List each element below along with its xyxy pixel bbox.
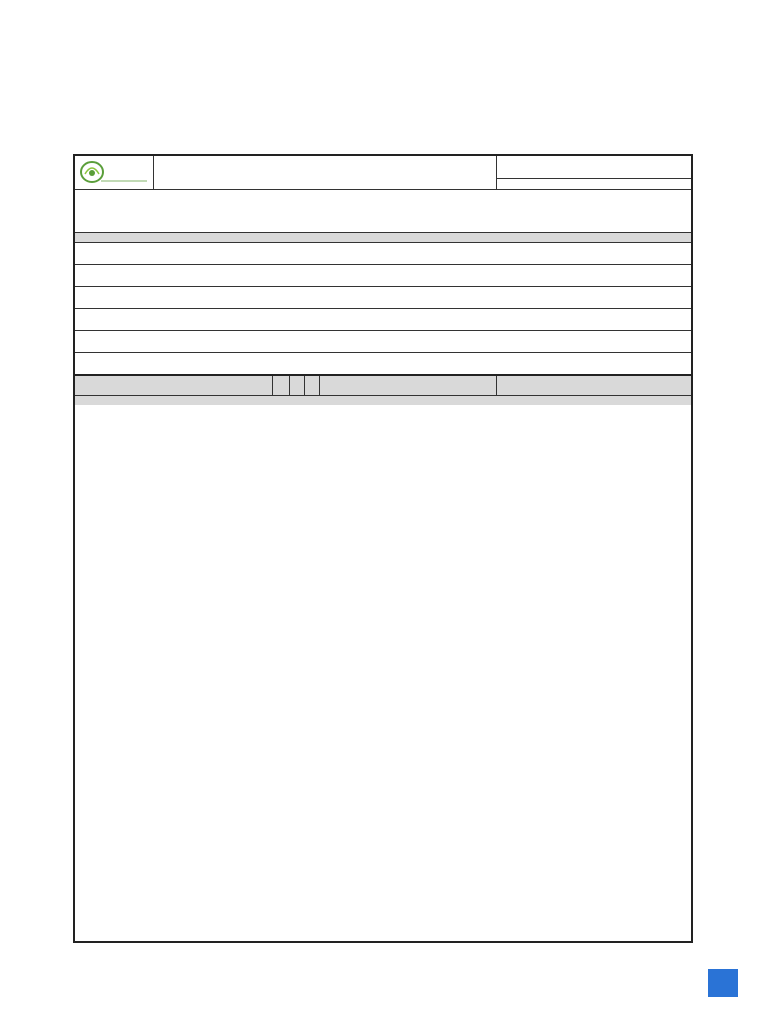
col-observaciones [496,376,691,395]
asistencia [75,353,691,374]
personas-row [75,330,691,352]
header-row [75,156,691,189]
raciones-row [75,264,691,286]
menu-row [75,308,691,330]
revision-block [496,156,691,189]
revision-date [497,178,691,189]
col-descripcion [75,376,272,395]
section-title [75,396,691,405]
menu-lg [75,309,691,330]
checklist-sheet [73,154,693,943]
conapra-logo-icon [79,159,149,185]
page-number [708,969,738,997]
tipo-servicio-row [75,242,691,264]
fecha-field [75,194,691,206]
asistencia-row [75,352,691,374]
info-heading-row [75,232,691,242]
local-field [75,214,691,226]
tipo-servicio [75,243,691,264]
col-c [272,376,289,395]
col-comentarios [319,376,496,395]
raciones-lg [75,287,691,308]
col-na [304,376,319,395]
personas [75,331,691,352]
section-row [75,395,691,405]
doc-title [153,156,496,189]
fecha-local-row [75,189,691,232]
raciones-lg-row [75,286,691,308]
table-header-row [75,374,691,395]
col-nc [289,376,304,395]
info-heading [75,233,691,242]
revision-label [497,156,691,178]
logo-cell [75,156,153,189]
raciones [75,265,691,286]
